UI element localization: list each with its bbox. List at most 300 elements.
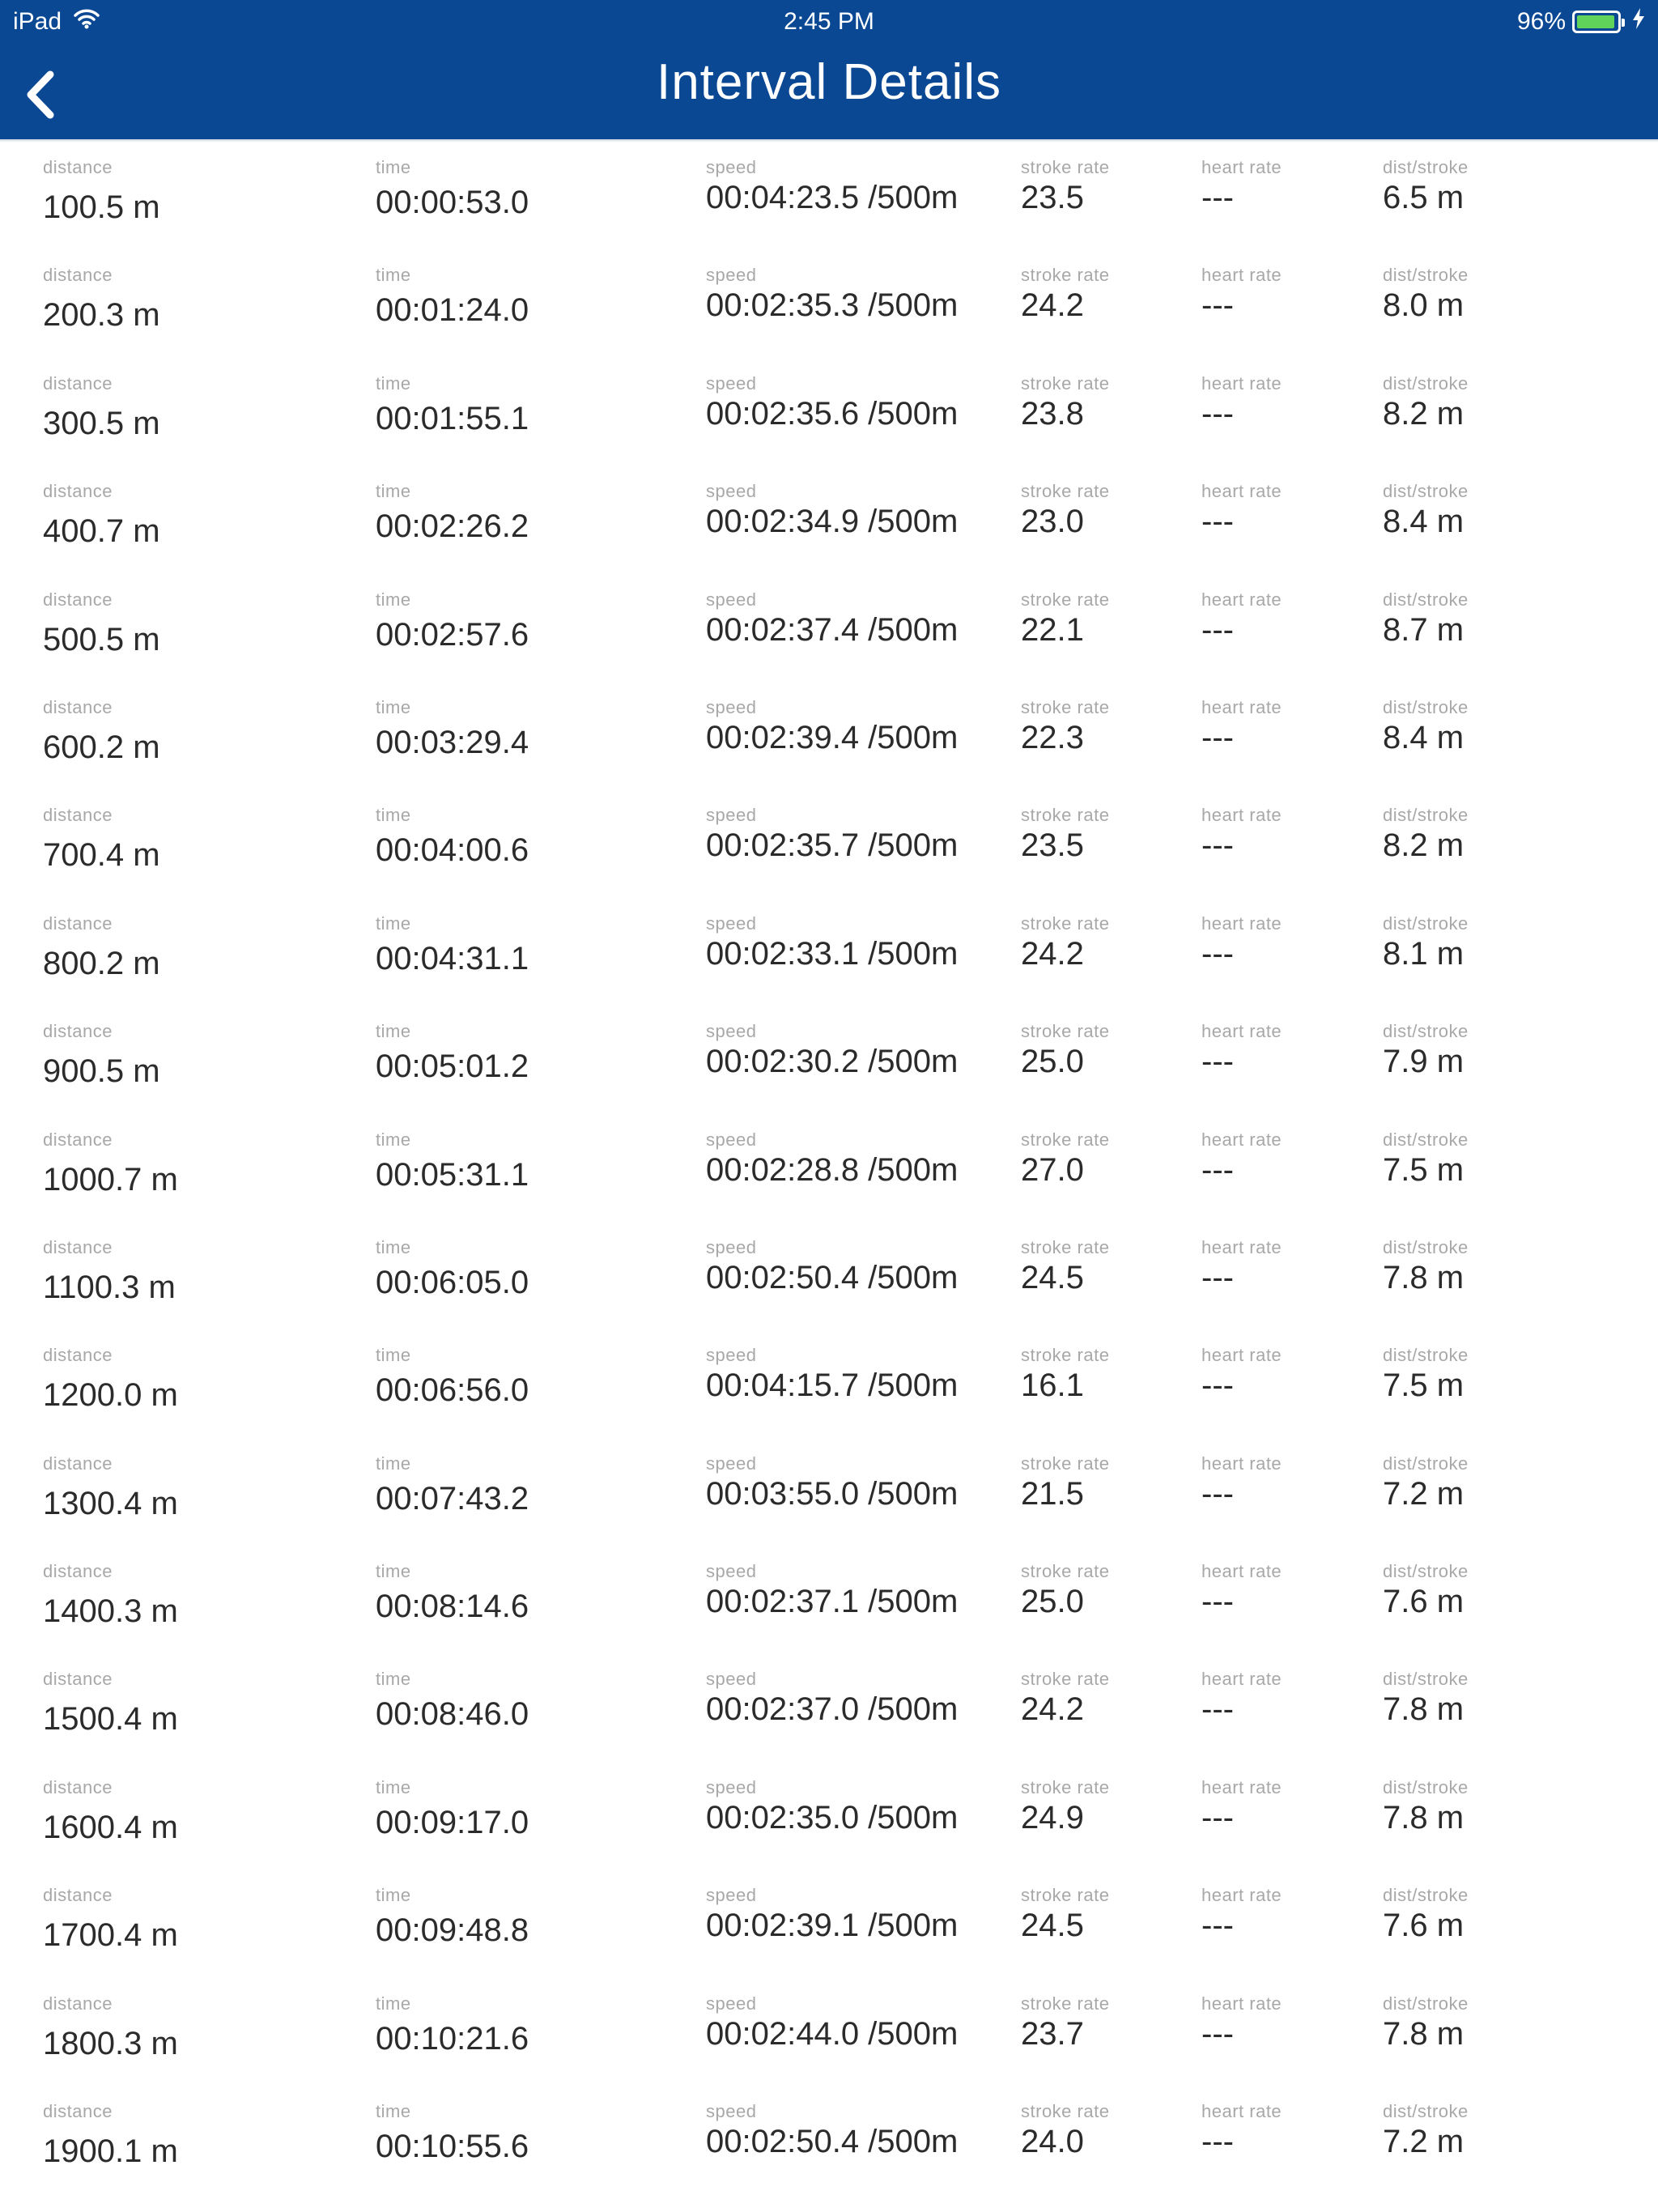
heart-rate-label: heart rate bbox=[1201, 589, 1282, 610]
time-label: time bbox=[376, 1993, 411, 2014]
time-cell bbox=[376, 697, 529, 762]
speed-value: 00:02:39.4 /500m bbox=[706, 719, 959, 755]
dist-stroke-cell bbox=[1383, 805, 1469, 865]
time-value: 00:01:24.0 bbox=[376, 292, 529, 329]
distance-label: distance bbox=[43, 1776, 113, 1797]
speed-label: speed bbox=[706, 1236, 757, 1257]
stroke-rate-label: stroke rate bbox=[1021, 1669, 1110, 1690]
interval-row[interactable] bbox=[0, 683, 1658, 790]
distance-label: distance bbox=[43, 589, 113, 610]
heart-rate-label: heart rate bbox=[1201, 912, 1282, 934]
time-value: 00:08:14.6 bbox=[376, 1589, 529, 1625]
speed-label: speed bbox=[706, 912, 757, 934]
interval-list[interactable] bbox=[0, 143, 1658, 2194]
stroke-rate-value: 25.0 bbox=[1021, 1584, 1084, 1620]
dist-stroke-label: dist/stroke bbox=[1383, 1021, 1469, 1042]
speed-label: speed bbox=[706, 157, 757, 177]
dist-stroke-cell bbox=[1383, 373, 1469, 433]
stroke-rate-value: 24.2 bbox=[1021, 287, 1084, 324]
distance-cell bbox=[43, 697, 160, 767]
dist-stroke-cell bbox=[1383, 1993, 1469, 2053]
dist-stroke-label: dist/stroke bbox=[1383, 481, 1469, 502]
distance-value: 300.5 m bbox=[43, 405, 160, 441]
time-cell bbox=[376, 1885, 529, 1950]
speed-cell bbox=[706, 2101, 958, 2161]
speed-label: speed bbox=[706, 1561, 757, 1582]
heart-rate-value: --- bbox=[1201, 827, 1234, 864]
heart-rate-cell bbox=[1201, 1453, 1282, 1513]
stroke-rate-label: stroke rate bbox=[1021, 372, 1110, 393]
heart-rate-value: --- bbox=[1201, 395, 1234, 432]
interval-row[interactable] bbox=[0, 1870, 1658, 1978]
interval-row[interactable] bbox=[0, 2087, 1658, 2194]
time-label: time bbox=[376, 805, 411, 826]
heart-rate-value: --- bbox=[1201, 287, 1234, 324]
interval-row[interactable] bbox=[0, 466, 1658, 574]
heart-rate-cell bbox=[1201, 1777, 1282, 1837]
time-value: 00:03:29.4 bbox=[376, 724, 529, 760]
stroke-rate-value: 24.5 bbox=[1021, 1259, 1084, 1295]
speed-value: 00:02:28.8 /500m bbox=[706, 1151, 959, 1188]
distance-value: 100.5 m bbox=[43, 189, 160, 225]
speed-value: 00:02:34.9 /500m bbox=[706, 504, 959, 540]
stroke-rate-label: stroke rate bbox=[1021, 1453, 1110, 1474]
heart-rate-label: heart rate bbox=[1201, 1236, 1282, 1257]
stroke-rate-value: 24.2 bbox=[1021, 1691, 1084, 1728]
distance-cell bbox=[43, 1237, 176, 1307]
interval-row[interactable] bbox=[0, 1763, 1658, 1870]
distance-label: distance bbox=[43, 805, 113, 826]
speed-value: 00:02:33.1 /500m bbox=[706, 935, 959, 972]
dist-stroke-cell bbox=[1383, 1345, 1469, 1405]
distance-value: 600.2 m bbox=[43, 729, 160, 765]
speed-label: speed bbox=[706, 2101, 757, 2122]
stroke-rate-value: 16.1 bbox=[1021, 1368, 1084, 1404]
time-label: time bbox=[376, 1885, 411, 1906]
stroke-rate-label: stroke rate bbox=[1021, 1021, 1110, 1042]
stroke-rate-cell bbox=[1021, 2101, 1109, 2161]
heart-rate-value: --- bbox=[1201, 504, 1234, 540]
stroke-rate-cell bbox=[1021, 1237, 1109, 1297]
stroke-rate-label: stroke rate bbox=[1021, 1993, 1110, 2014]
distance-value: 1100.3 m bbox=[43, 1269, 176, 1305]
distance-cell bbox=[43, 1669, 178, 1738]
speed-cell bbox=[706, 1993, 958, 2053]
speed-cell bbox=[706, 1453, 958, 1513]
heart-rate-cell bbox=[1201, 265, 1282, 325]
distance-label: distance bbox=[43, 481, 113, 502]
time-label: time bbox=[376, 157, 411, 177]
dist-stroke-label: dist/stroke bbox=[1383, 372, 1469, 393]
speed-label: speed bbox=[706, 1993, 757, 2014]
interval-row[interactable] bbox=[0, 1439, 1658, 1546]
time-label: time bbox=[376, 1776, 411, 1797]
distance-value: 800.2 m bbox=[43, 945, 160, 981]
time-value: 00:07:43.2 bbox=[376, 1480, 529, 1516]
speed-value: 00:02:35.6 /500m bbox=[706, 395, 959, 432]
speed-cell bbox=[706, 697, 958, 757]
distance-label: distance bbox=[43, 912, 113, 934]
time-value: 00:02:57.6 bbox=[376, 616, 529, 653]
interval-row[interactable] bbox=[0, 1654, 1658, 1762]
dist-stroke-cell bbox=[1383, 913, 1469, 973]
distance-cell bbox=[43, 1885, 178, 1955]
dist-stroke-value: 7.8 m bbox=[1383, 1691, 1465, 1728]
stroke-rate-cell bbox=[1021, 1777, 1109, 1837]
heart-rate-label: heart rate bbox=[1201, 1669, 1282, 1690]
time-label: time bbox=[376, 265, 411, 286]
speed-cell bbox=[706, 265, 958, 325]
speed-value: 00:02:50.4 /500m bbox=[706, 2124, 959, 2160]
stroke-rate-cell bbox=[1021, 373, 1109, 433]
dist-stroke-cell bbox=[1383, 1885, 1469, 1945]
heart-rate-value: --- bbox=[1201, 1908, 1234, 1944]
speed-value: 00:02:35.7 /500m bbox=[706, 827, 959, 864]
heart-rate-label: heart rate bbox=[1201, 1345, 1282, 1366]
stroke-rate-label: stroke rate bbox=[1021, 1129, 1110, 1150]
time-value: 00:06:56.0 bbox=[376, 1372, 529, 1409]
time-value: 00:04:00.6 bbox=[376, 832, 529, 869]
dist-stroke-value: 7.8 m bbox=[1383, 1259, 1465, 1295]
dist-stroke-cell bbox=[1383, 481, 1469, 541]
heart-rate-cell bbox=[1201, 697, 1282, 757]
stroke-rate-cell bbox=[1021, 697, 1109, 757]
stroke-rate-value: 24.5 bbox=[1021, 1908, 1084, 1944]
distance-value: 1900.1 m bbox=[43, 2133, 178, 2170]
stroke-rate-label: stroke rate bbox=[1021, 805, 1110, 826]
heart-rate-cell bbox=[1201, 373, 1282, 433]
stroke-rate-value: 23.5 bbox=[1021, 827, 1084, 864]
dist-stroke-label: dist/stroke bbox=[1383, 157, 1469, 177]
dist-stroke-label: dist/stroke bbox=[1383, 1345, 1469, 1366]
heart-rate-value: --- bbox=[1201, 1584, 1234, 1620]
time-value: 00:08:46.0 bbox=[376, 1696, 529, 1733]
distance-cell bbox=[43, 265, 160, 334]
charging-bolt-icon bbox=[1632, 8, 1645, 36]
stroke-rate-label: stroke rate bbox=[1021, 1776, 1110, 1797]
dist-stroke-value: 7.8 m bbox=[1383, 2015, 1465, 2052]
time-value: 00:05:01.2 bbox=[376, 1049, 529, 1085]
battery-icon bbox=[1572, 11, 1621, 33]
dist-stroke-label: dist/stroke bbox=[1383, 1561, 1469, 1582]
dist-stroke-label: dist/stroke bbox=[1383, 805, 1469, 826]
heart-rate-cell bbox=[1201, 157, 1282, 217]
distance-cell bbox=[43, 1021, 160, 1091]
distance-cell bbox=[43, 589, 160, 659]
stroke-rate-cell bbox=[1021, 589, 1109, 649]
time-label: time bbox=[376, 1453, 411, 1474]
dist-stroke-cell bbox=[1383, 1237, 1469, 1297]
speed-label: speed bbox=[706, 1129, 757, 1150]
time-label: time bbox=[376, 2101, 411, 2122]
heart-rate-cell bbox=[1201, 1345, 1282, 1405]
interval-row[interactable] bbox=[0, 143, 1658, 250]
stroke-rate-label: stroke rate bbox=[1021, 481, 1110, 502]
interval-row[interactable] bbox=[0, 359, 1658, 466]
distance-cell bbox=[43, 2101, 178, 2171]
status-bar bbox=[0, 0, 1658, 45]
stroke-rate-label: stroke rate bbox=[1021, 1236, 1110, 1257]
heart-rate-value: --- bbox=[1201, 1259, 1234, 1295]
heart-rate-value: --- bbox=[1201, 935, 1234, 972]
stroke-rate-value: 23.7 bbox=[1021, 2015, 1084, 2052]
heart-rate-label: heart rate bbox=[1201, 1561, 1282, 1582]
time-value: 00:05:31.1 bbox=[376, 1156, 529, 1193]
speed-value: 00:03:55.0 /500m bbox=[706, 1475, 959, 1512]
distance-value: 400.7 m bbox=[43, 513, 160, 550]
distance-value: 200.3 m bbox=[43, 297, 160, 334]
time-label: time bbox=[376, 1021, 411, 1042]
speed-cell bbox=[706, 373, 958, 433]
speed-value: 00:04:15.7 /500m bbox=[706, 1368, 959, 1404]
time-value: 00:09:48.8 bbox=[376, 1912, 529, 1949]
stroke-rate-value: 22.3 bbox=[1021, 719, 1084, 755]
dist-stroke-value: 8.7 m bbox=[1383, 611, 1465, 648]
heart-rate-cell bbox=[1201, 1885, 1282, 1945]
time-label: time bbox=[376, 481, 411, 502]
stroke-rate-cell bbox=[1021, 481, 1109, 541]
stroke-rate-cell bbox=[1021, 265, 1109, 325]
interval-row[interactable] bbox=[0, 1223, 1658, 1330]
dist-stroke-value: 8.2 m bbox=[1383, 827, 1465, 864]
heart-rate-value: --- bbox=[1201, 1368, 1234, 1404]
speed-value: 00:02:37.1 /500m bbox=[706, 1584, 959, 1620]
dist-stroke-cell bbox=[1383, 1021, 1469, 1081]
dist-stroke-value: 7.8 m bbox=[1383, 1799, 1465, 1836]
dist-stroke-value: 7.5 m bbox=[1383, 1151, 1465, 1188]
heart-rate-value: --- bbox=[1201, 611, 1234, 648]
time-label: time bbox=[376, 1345, 411, 1366]
dist-stroke-cell bbox=[1383, 697, 1469, 757]
speed-label: speed bbox=[706, 1885, 757, 1906]
dist-stroke-label: dist/stroke bbox=[1383, 696, 1469, 717]
time-cell bbox=[376, 913, 529, 978]
interval-row[interactable] bbox=[0, 575, 1658, 683]
stroke-rate-cell bbox=[1021, 1993, 1109, 2053]
heart-rate-cell bbox=[1201, 1669, 1282, 1729]
dist-stroke-label: dist/stroke bbox=[1383, 1453, 1469, 1474]
battery-percentage: 96% bbox=[1516, 8, 1566, 35]
dist-stroke-label: dist/stroke bbox=[1383, 1993, 1469, 2014]
dist-stroke-value: 8.1 m bbox=[1383, 935, 1465, 972]
stroke-rate-label: stroke rate bbox=[1021, 265, 1110, 286]
heart-rate-cell bbox=[1201, 1021, 1282, 1081]
time-cell bbox=[376, 1561, 529, 1626]
distance-cell bbox=[43, 1129, 178, 1199]
status-bar-time: 2:45 PM bbox=[784, 8, 874, 35]
speed-cell bbox=[706, 1669, 958, 1729]
time-label: time bbox=[376, 589, 411, 610]
distance-cell bbox=[43, 1561, 178, 1631]
stroke-rate-value: 23.0 bbox=[1021, 504, 1084, 540]
speed-value: 00:04:23.5 /500m bbox=[706, 180, 959, 215]
heart-rate-label: heart rate bbox=[1201, 265, 1282, 286]
heart-rate-label: heart rate bbox=[1201, 1776, 1282, 1797]
time-label: time bbox=[376, 1236, 411, 1257]
dist-stroke-label: dist/stroke bbox=[1383, 1776, 1469, 1797]
stroke-rate-label: stroke rate bbox=[1021, 696, 1110, 717]
stroke-rate-cell bbox=[1021, 1669, 1109, 1729]
dist-stroke-cell bbox=[1383, 157, 1469, 217]
time-cell bbox=[376, 265, 529, 330]
interval-row[interactable] bbox=[0, 1546, 1658, 1654]
speed-cell bbox=[706, 1561, 958, 1621]
distance-cell bbox=[43, 157, 160, 227]
dist-stroke-cell bbox=[1383, 1453, 1469, 1513]
time-value: 00:01:55.1 bbox=[376, 400, 529, 436]
distance-cell bbox=[43, 1345, 178, 1414]
stroke-rate-label: stroke rate bbox=[1021, 589, 1110, 610]
dist-stroke-cell bbox=[1383, 1561, 1469, 1621]
dist-stroke-cell bbox=[1383, 1129, 1469, 1189]
distance-label: distance bbox=[43, 1993, 113, 2014]
speed-label: speed bbox=[706, 1345, 757, 1366]
dist-stroke-cell bbox=[1383, 2101, 1469, 2161]
dist-stroke-label: dist/stroke bbox=[1383, 2101, 1469, 2122]
heart-rate-value: --- bbox=[1201, 1151, 1234, 1188]
time-value: 00:09:17.0 bbox=[376, 1804, 529, 1840]
speed-label: speed bbox=[706, 696, 757, 717]
heart-rate-label: heart rate bbox=[1201, 1993, 1282, 2014]
speed-value: 00:02:30.2 /500m bbox=[706, 1044, 959, 1080]
dist-stroke-value: 7.5 m bbox=[1383, 1368, 1465, 1404]
speed-label: speed bbox=[706, 805, 757, 826]
time-cell bbox=[376, 1021, 529, 1086]
speed-label: speed bbox=[706, 265, 757, 286]
heart-rate-label: heart rate bbox=[1201, 2101, 1282, 2122]
speed-cell bbox=[706, 1777, 958, 1837]
heart-rate-label: heart rate bbox=[1201, 1453, 1282, 1474]
stroke-rate-label: stroke rate bbox=[1021, 1561, 1110, 1582]
distance-label: distance bbox=[43, 157, 113, 177]
heart-rate-value: --- bbox=[1201, 2124, 1234, 2160]
page-title: Interval Details bbox=[656, 54, 1002, 110]
speed-value: 00:02:50.4 /500m bbox=[706, 1259, 959, 1295]
speed-cell bbox=[706, 157, 958, 217]
stroke-rate-value: 23.5 bbox=[1021, 180, 1084, 215]
heart-rate-value: --- bbox=[1201, 180, 1234, 215]
distance-value: 1800.3 m bbox=[43, 2025, 178, 2061]
status-bar-right bbox=[1517, 8, 1645, 36]
heart-rate-cell bbox=[1201, 589, 1282, 649]
speed-label: speed bbox=[706, 1021, 757, 1042]
time-cell bbox=[376, 1993, 529, 2058]
dist-stroke-label: dist/stroke bbox=[1383, 912, 1469, 934]
heart-rate-label: heart rate bbox=[1201, 696, 1282, 717]
distance-cell bbox=[43, 373, 160, 443]
time-value: 00:10:21.6 bbox=[376, 2020, 529, 2057]
stroke-rate-value: 25.0 bbox=[1021, 1044, 1084, 1080]
interval-row[interactable] bbox=[0, 1115, 1658, 1223]
stroke-rate-label: stroke rate bbox=[1021, 2101, 1110, 2122]
distance-value: 1000.7 m bbox=[43, 1161, 178, 1197]
time-cell bbox=[376, 1777, 529, 1842]
heart-rate-cell bbox=[1201, 913, 1282, 973]
dist-stroke-value: 8.0 m bbox=[1383, 287, 1465, 324]
dist-stroke-value: 7.9 m bbox=[1383, 1044, 1465, 1080]
distance-value: 1200.0 m bbox=[43, 1377, 178, 1414]
stroke-rate-cell bbox=[1021, 805, 1109, 865]
dist-stroke-label: dist/stroke bbox=[1383, 265, 1469, 286]
heart-rate-value: --- bbox=[1201, 2015, 1234, 2052]
dist-stroke-value: 8.4 m bbox=[1383, 719, 1465, 755]
speed-cell bbox=[706, 1237, 958, 1297]
distance-value: 900.5 m bbox=[43, 1053, 160, 1090]
interval-row[interactable] bbox=[0, 790, 1658, 898]
device-name: iPad bbox=[13, 8, 62, 35]
dist-stroke-cell bbox=[1383, 1669, 1469, 1729]
dist-stroke-value: 7.6 m bbox=[1383, 1584, 1465, 1620]
speed-label: speed bbox=[706, 1453, 757, 1474]
stroke-rate-value: 23.8 bbox=[1021, 395, 1084, 432]
stroke-rate-cell bbox=[1021, 1885, 1109, 1945]
speed-label: speed bbox=[706, 1669, 757, 1690]
speed-cell bbox=[706, 589, 958, 649]
dist-stroke-value: 8.4 m bbox=[1383, 504, 1465, 540]
time-cell bbox=[376, 157, 529, 222]
dist-stroke-value: 7.6 m bbox=[1383, 1908, 1465, 1944]
speed-cell bbox=[706, 481, 958, 541]
speed-label: speed bbox=[706, 1776, 757, 1797]
stroke-rate-value: 21.5 bbox=[1021, 1475, 1084, 1512]
dist-stroke-value: 7.2 m bbox=[1383, 2124, 1465, 2160]
time-label: time bbox=[376, 1561, 411, 1582]
time-label: time bbox=[376, 696, 411, 717]
stroke-rate-cell bbox=[1021, 1021, 1109, 1081]
interval-row[interactable] bbox=[0, 1006, 1658, 1114]
heart-rate-cell bbox=[1201, 1237, 1282, 1297]
heart-rate-cell bbox=[1201, 805, 1282, 865]
dist-stroke-cell bbox=[1383, 1777, 1469, 1837]
interval-row[interactable] bbox=[0, 1330, 1658, 1438]
dist-stroke-label: dist/stroke bbox=[1383, 1236, 1469, 1257]
time-label: time bbox=[376, 912, 411, 934]
speed-value: 00:02:44.0 /500m bbox=[706, 2015, 959, 2052]
interval-row[interactable] bbox=[0, 250, 1658, 358]
heart-rate-value: --- bbox=[1201, 719, 1234, 755]
heart-rate-value: --- bbox=[1201, 1044, 1234, 1080]
heart-rate-label: heart rate bbox=[1201, 1129, 1282, 1150]
distance-label: distance bbox=[43, 265, 113, 286]
stroke-rate-label: stroke rate bbox=[1021, 1885, 1110, 1906]
interval-row[interactable] bbox=[0, 1979, 1658, 2087]
time-value: 00:04:31.1 bbox=[376, 940, 529, 976]
stroke-rate-cell bbox=[1021, 913, 1109, 973]
stroke-rate-value: 27.0 bbox=[1021, 1151, 1084, 1188]
distance-label: distance bbox=[43, 1021, 113, 1042]
distance-value: 1400.3 m bbox=[43, 1593, 178, 1630]
distance-cell bbox=[43, 1993, 178, 2063]
stroke-rate-cell bbox=[1021, 1345, 1109, 1405]
distance-cell bbox=[43, 805, 160, 874]
interval-row[interactable] bbox=[0, 899, 1658, 1006]
stroke-rate-label: stroke rate bbox=[1021, 1345, 1110, 1366]
dist-stroke-label: dist/stroke bbox=[1383, 1885, 1469, 1906]
stroke-rate-value: 22.1 bbox=[1021, 611, 1084, 648]
distance-value: 500.5 m bbox=[43, 621, 160, 657]
distance-value: 1600.4 m bbox=[43, 1809, 178, 1845]
distance-value: 1500.4 m bbox=[43, 1701, 178, 1738]
speed-cell bbox=[706, 1129, 958, 1189]
battery-level bbox=[1577, 15, 1614, 28]
speed-cell bbox=[706, 805, 958, 865]
distance-label: distance bbox=[43, 1236, 113, 1257]
distance-label: distance bbox=[43, 1453, 113, 1474]
speed-cell bbox=[706, 1345, 958, 1405]
dist-stroke-cell bbox=[1383, 265, 1469, 325]
stroke-rate-label: stroke rate bbox=[1021, 157, 1110, 177]
speed-value: 00:02:37.4 /500m bbox=[706, 611, 959, 648]
